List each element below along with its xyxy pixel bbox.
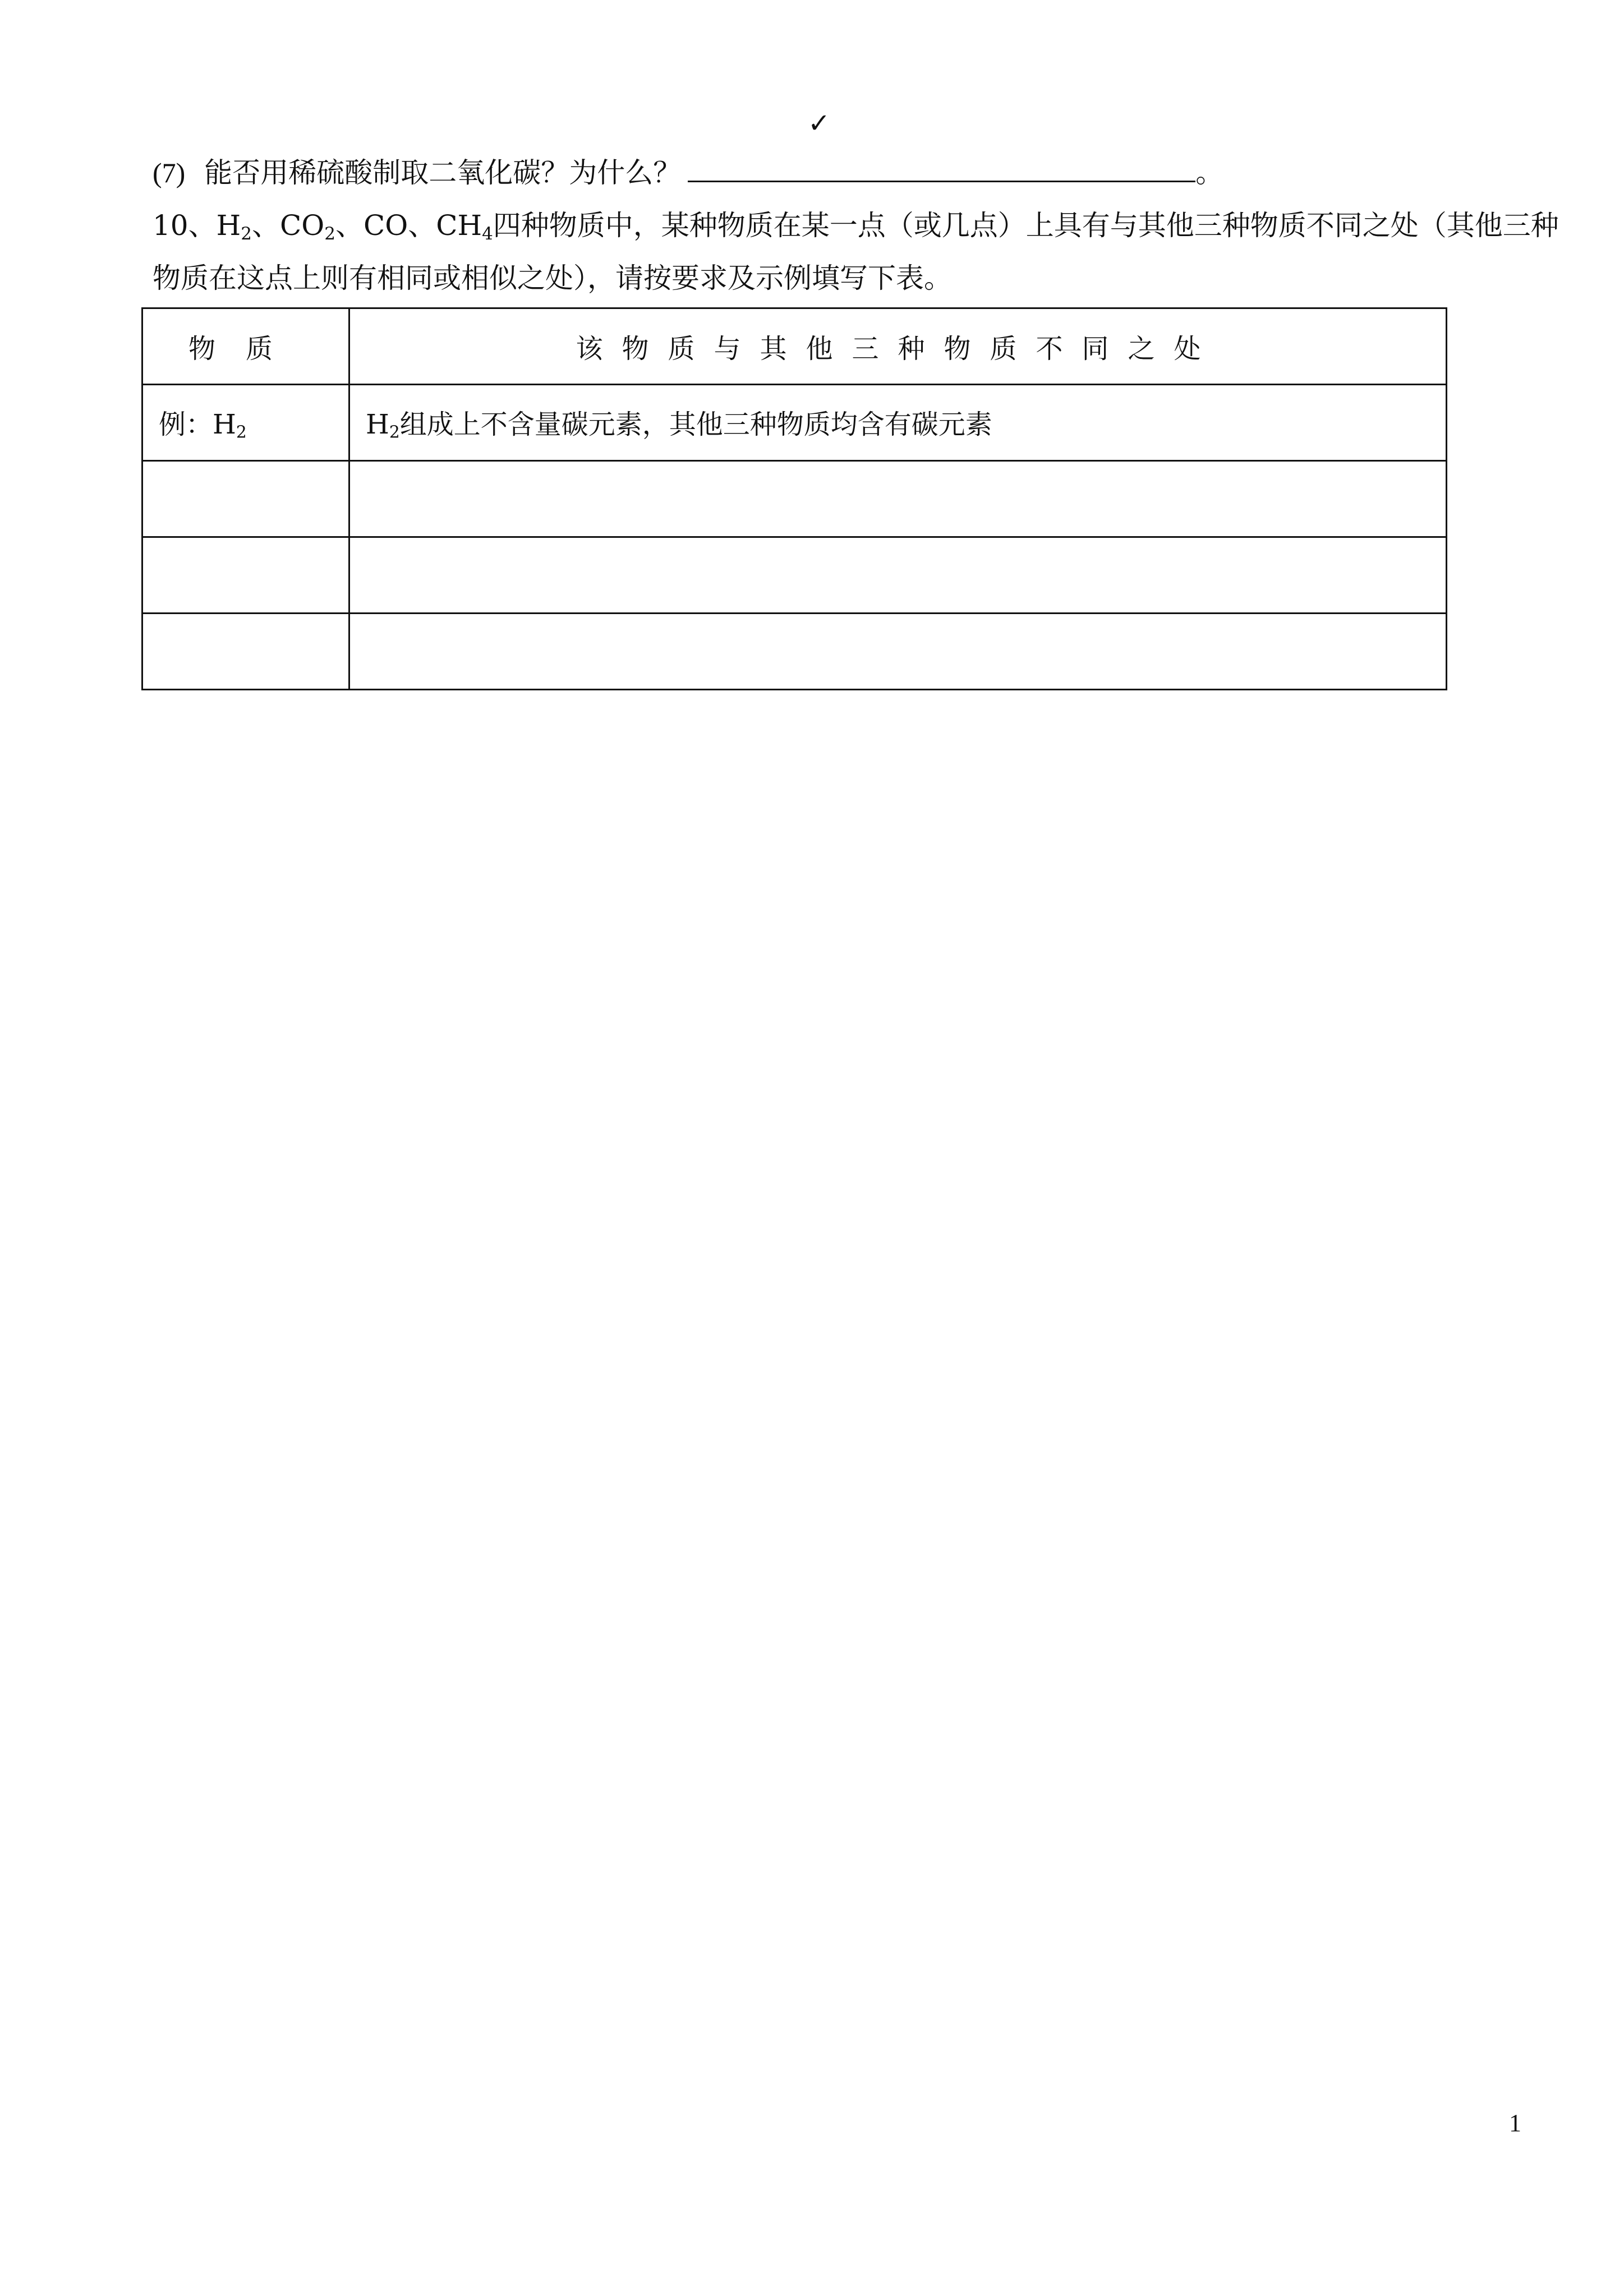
example-difference-cell: $H_2$组成上不含量碳元素，其他三种物质均含有碳元素 <box>349 385 1447 461</box>
check-icon: ✓ <box>808 108 831 139</box>
question-10-number: 10、 <box>153 209 217 242</box>
question-7-text: 能否用稀硫酸制取二氧化碳？为什么？ <box>204 156 682 189</box>
table-row <box>142 614 1447 690</box>
difference-input-cell[interactable] <box>349 614 1447 690</box>
question-10-line2: 物质在这点上则有相同或相似之处），请按要求及示例填写下表。 <box>153 262 952 294</box>
formula-list: $H_2$、$CO_2$、CO、$CH_4$ <box>216 209 493 244</box>
comparison-table <box>141 307 1447 690</box>
question-10-text: 四种物质中，某种物质在某一点（或几点）上具有与其他三种物质不同之处（其他三种 <box>493 209 1559 242</box>
substance-input-cell[interactable] <box>142 614 349 690</box>
example-text: 组成上不含量碳元素，其他三种物质均含有碳元素 <box>399 409 992 441</box>
question-7-end: 。 <box>1195 156 1224 189</box>
difference-input-cell[interactable] <box>349 537 1447 614</box>
table-row-example <box>142 385 1447 461</box>
substance-input-cell[interactable] <box>142 461 349 537</box>
page-number: 1 <box>1509 2109 1521 2137</box>
header-difference: 该物质与其他三种物质不同之处 <box>349 308 1447 385</box>
table-row <box>142 537 1447 614</box>
question-7 <box>153 150 1223 195</box>
table-header-row <box>142 308 1447 385</box>
question-10-line1 <box>153 203 1559 256</box>
difference-input-cell[interactable] <box>349 461 1447 537</box>
header-substance: 物质 <box>142 308 349 385</box>
table-row <box>142 461 1447 537</box>
answer-blank[interactable] <box>688 150 1195 182</box>
example-substance-cell: 例：$H_2$ <box>142 385 349 461</box>
substance-input-cell[interactable] <box>142 537 349 614</box>
example-label: 例： <box>159 409 213 441</box>
question-7-label: (7) <box>153 157 186 188</box>
